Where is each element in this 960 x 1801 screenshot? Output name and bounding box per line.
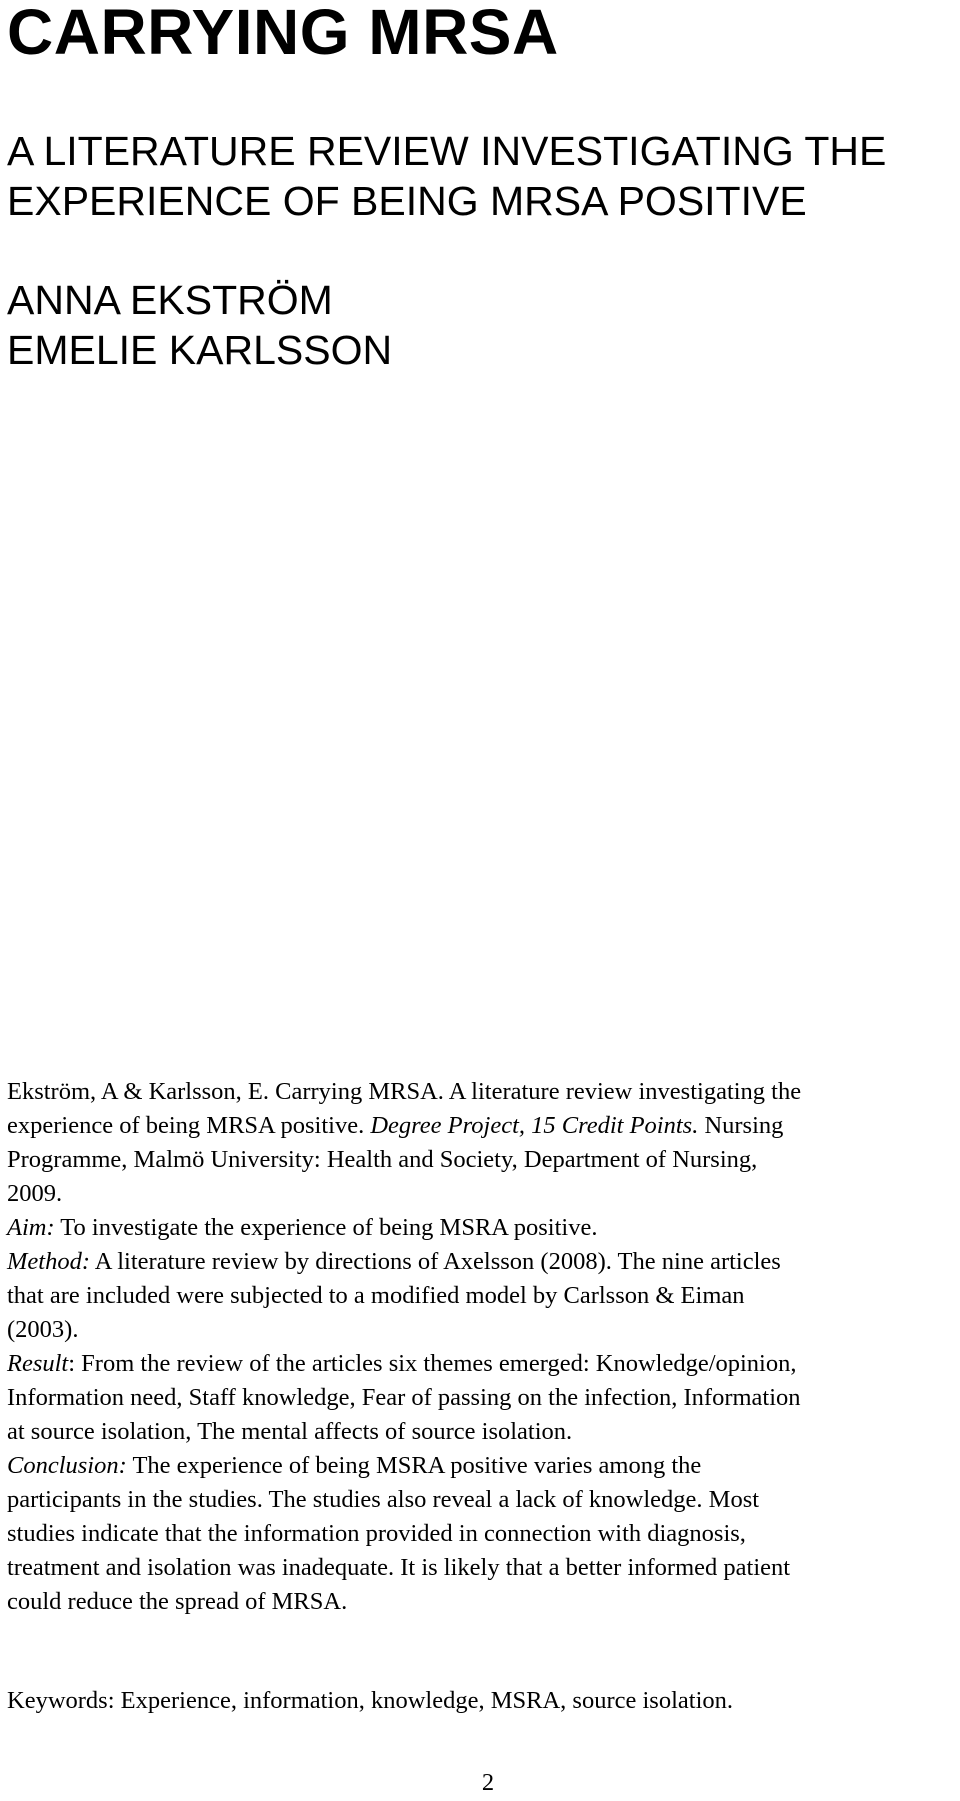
- citation-line: 2009.: [7, 1180, 63, 1207]
- citation-block: [7, 1075, 957, 1211]
- degree-project-text: Degree Project, 15 Credit Points.: [370, 1112, 699, 1139]
- method-line: [7, 1245, 957, 1279]
- subtitle-line: EXPERIENCE OF BEING MRSA POSITIVE: [7, 178, 807, 224]
- method-text: A literature review by directions of Axelsson (2008). The nine articles: [90, 1248, 781, 1275]
- subtitle-line: A LITERATURE REVIEW INVESTIGATING THE: [7, 128, 887, 174]
- abstract-block: [7, 1211, 957, 1619]
- author-list: [7, 275, 392, 375]
- citation-line: [7, 1109, 957, 1143]
- method-line: (2003).: [7, 1316, 79, 1343]
- method-line: that are included were subjected to a modified model by Carlsson & Eiman: [7, 1282, 745, 1309]
- aim-line: [7, 1211, 957, 1245]
- result-line: at source isolation, The mental affects of source isolation.: [7, 1418, 573, 1445]
- page-number: 2: [481, 1769, 495, 1796]
- citation-text: Nursing: [698, 1112, 784, 1139]
- aim-text: To investigate the experience of being MSRA positive.: [54, 1214, 598, 1241]
- author-name: ANNA EKSTRÖM: [7, 277, 333, 323]
- result-line: [7, 1347, 957, 1381]
- conclusion-line: [7, 1449, 957, 1483]
- conclusion-line: participants in the studies. The studies also reveal a lack of knowledge. Most: [7, 1486, 760, 1513]
- author-name: EMELIE KARLSSON: [7, 327, 393, 373]
- result-text: : From the review of the articles six themes emerged: Knowledge/opinion,: [68, 1350, 797, 1377]
- document-title: CARRYING MRSA: [7, 0, 559, 68]
- conclusion-line: studies indicate that the information provided in connection with diagnosis,: [7, 1520, 746, 1547]
- conclusion-line: treatment and isolation was inadequate. It is likely that a better informed patient: [7, 1554, 791, 1581]
- aim-label: Aim:: [7, 1214, 55, 1241]
- document-subtitle: [7, 126, 886, 226]
- conclusion-text: The experience of being MSRA positive varies among the: [126, 1452, 702, 1479]
- conclusion-line: could reduce the spread of MRSA.: [7, 1588, 348, 1615]
- citation-line: Programme, Malmö University: Health and Society, Department of Nursing,: [7, 1146, 758, 1173]
- keywords-line: Keywords: Experience, information, knowledge, MSRA, source isolation.: [7, 1687, 734, 1714]
- conclusion-label: Conclusion:: [7, 1452, 127, 1479]
- method-label: Method:: [7, 1248, 90, 1275]
- citation-line: Ekström, A & Karlsson, E. Carrying MRSA. A literature review investigating the: [7, 1078, 802, 1105]
- result-line: Information need, Staff knowledge, Fear of passing on the infection, Information: [7, 1384, 801, 1411]
- citation-text: experience of being MRSA positive.: [7, 1112, 371, 1139]
- result-label: Result: [7, 1350, 69, 1377]
